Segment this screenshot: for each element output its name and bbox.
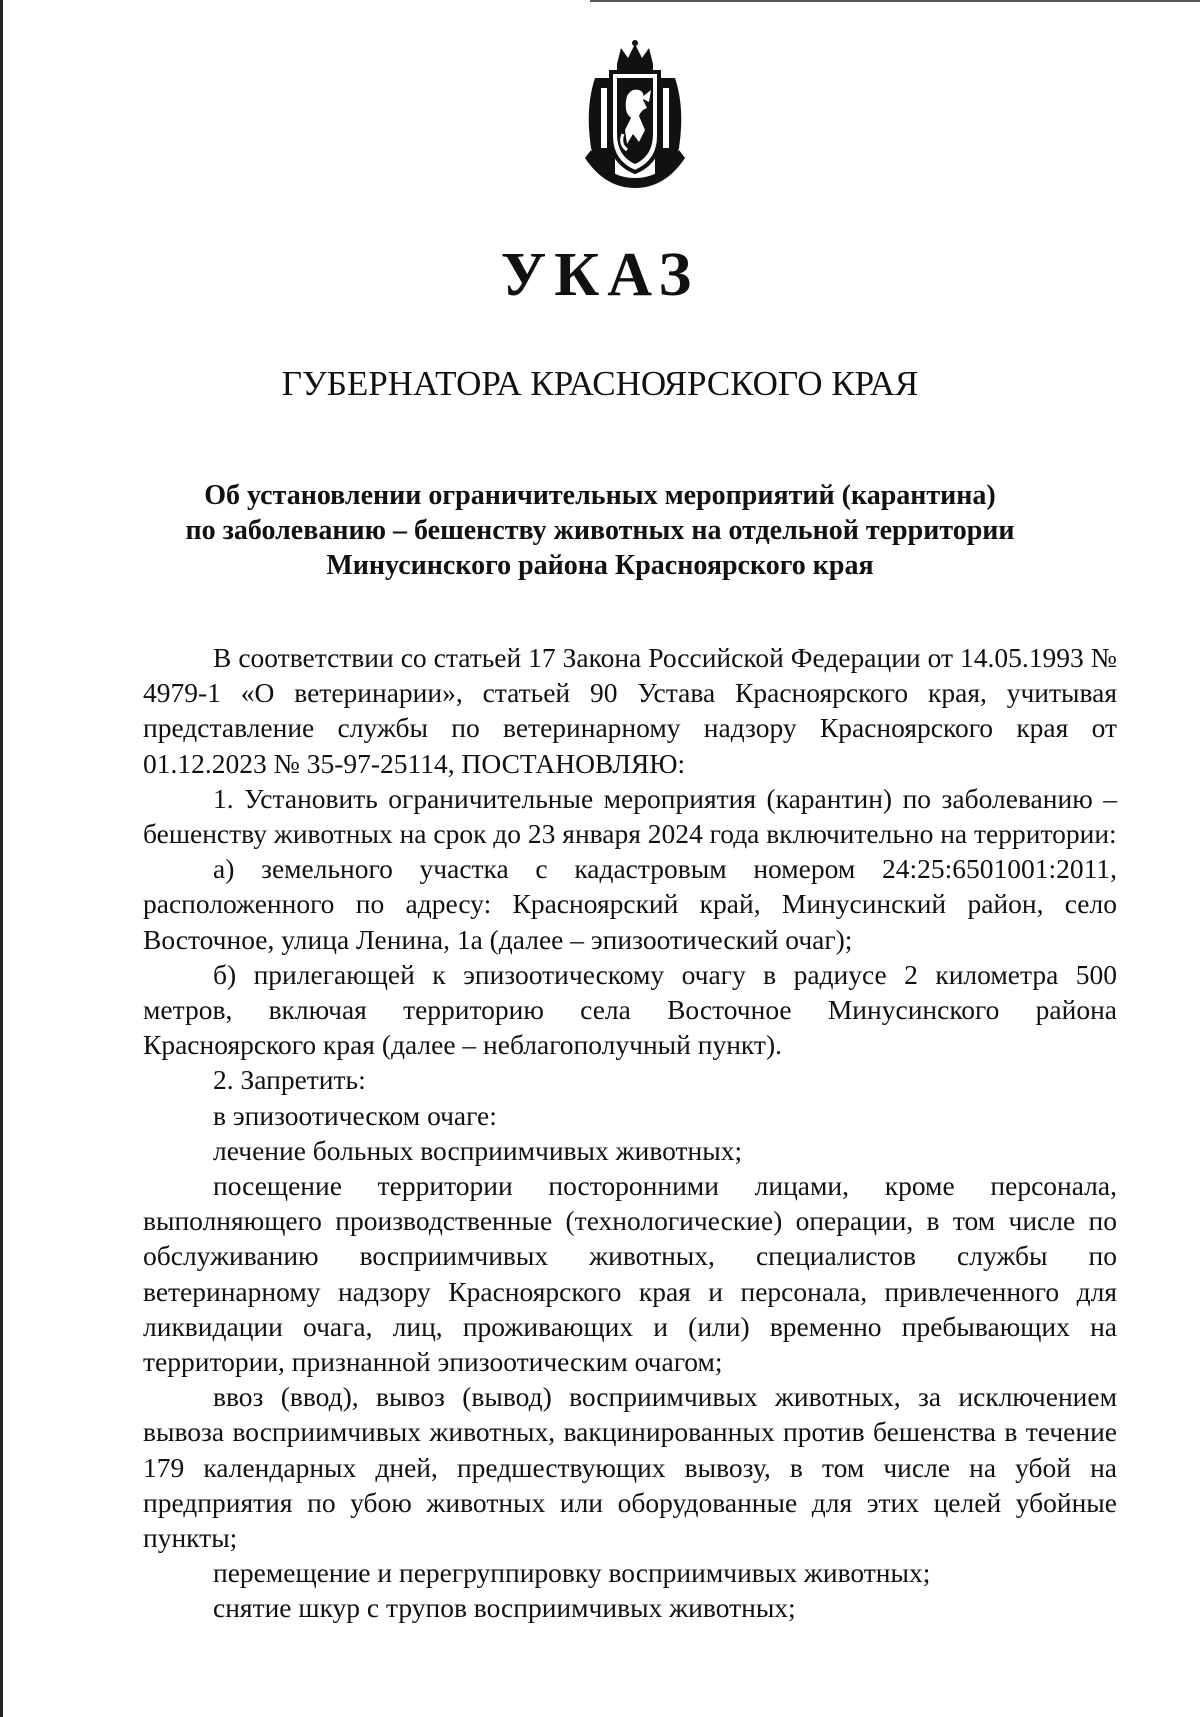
paragraph-item-1: 1. Установить ограничительные мероприятия (карантин) по заболеванию – бешенству животных на срок до 23 января 2024 года включительно на территории:	[143, 782, 1117, 850]
document-body	[143, 640, 1117, 1626]
paragraph-treatment-ban: лечение больных восприимчивых животных;	[213, 1134, 743, 1166]
paragraph-item-1a: а) земельного участка с кадастровым номером 24:25:6501001:2011, расположенного по адресу: Красноярский край, Минусинский район, село Восточное, улица Ленина, 1а (далее – эпизоотический очаг);	[143, 853, 1117, 955]
document-subtitle: ГУБЕРНАТОРА КРАСНОЯРСКОГО КРАЯ	[281, 364, 919, 403]
paragraph-skinning-ban: снятие шкур с трупов восприимчивых животных;	[213, 1592, 796, 1624]
heading-line: по заболеванию – бешенству животных на отдельной территории	[185, 515, 1015, 546]
page-edge-top	[590, 0, 1200, 2]
paragraph-item-1b: б) прилегающей к эпизоотическому очагу в радиусе 2 километра 500 метров, включая территорию села Восточное Минусинского района Красноярского края (далее – неблагополучный пункт).	[143, 958, 1117, 1061]
heading-line: Об установлении ограничительных мероприятий (карантина)	[204, 480, 996, 511]
paragraph-import-export-ban: ввоз (ввод), вывоз (вывод) восприимчивых животных, за исключением вывоза восприимчивых животных, вакцинированных против бешенства в течение 179 календарных дней, предшествующих вывозу, в том числе на убой на предприятия по убою животных или оборудованные для этих целей убойные пункты;	[143, 1381, 1117, 1554]
paragraph-visit-ban: посещение территории посторонними лицами, кроме персонала, выполняющего производственные (технологические) операции, в том числе по обслуживанию восприимчивых животных, специалистов службы по ветеринарному надзору Красноярского края и персонала, привлеченного для ликвидации очага, лиц, проживающих и (или) временно пребывающих на территории, признанной эпизоотическим очагом;	[143, 1170, 1117, 1378]
paragraph-regrouping-ban: перемещение и перегруппировку восприимчивых животных;	[213, 1557, 931, 1589]
paragraph-focus-header: в эпизоотическом очаге:	[213, 1099, 497, 1131]
heading-line: Минусинского района Красноярского края	[326, 550, 874, 581]
paragraph-item-2: 2. Запретить:	[213, 1064, 366, 1096]
krasnoyarsk-coat-of-arms-icon	[575, 38, 695, 190]
document-heading	[140, 478, 1060, 583]
document-title: УКАЗ	[500, 241, 700, 309]
paragraph-preamble: В соответствии со статьей 17 Закона Российской Федерации от 14.05.1993 № 4979-1 «О ветеринарии», статьей 90 Устава Красноярского края, учитывая представление службы по ветеринарному надзору Красноярского края от 01.12.2023 № 35-97-25114, ПОСТАНОВЛЯЮ:	[143, 642, 1117, 779]
